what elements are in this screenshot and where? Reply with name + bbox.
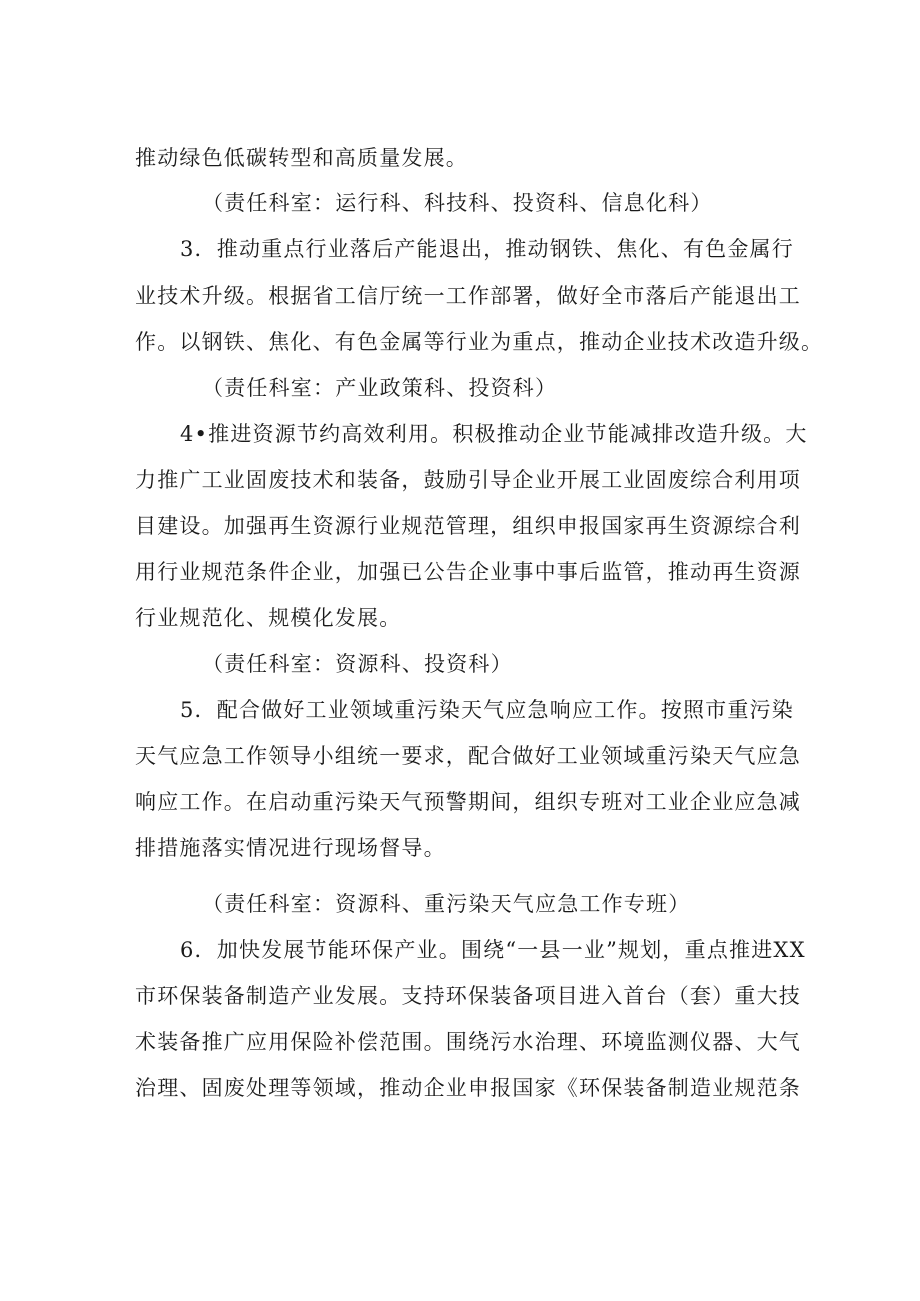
item-3-heading: 3．推动重点行业落后产能退出，推动钢铁、焦化、有色金属行 <box>180 237 794 261</box>
paragraph-line: 作。以钢铁、焦化、有色金属等行业为重点，推动企业技术改造升级。 <box>135 330 824 354</box>
responsibility-note: （责任科室：运行科、科技科、投资科、信息化科） <box>202 191 713 215</box>
paragraph-line: 行业规范化、规模化发展。 <box>135 606 402 630</box>
responsibility-note: （责任科室：产业政策科、投资科） <box>202 376 558 400</box>
paragraph-line: 排措施落实情况进行现场督导。 <box>135 836 446 860</box>
paragraph-line: 业技术升级。根据省工信厅统一工作部署，做好全市落后产能退出工 <box>135 284 801 308</box>
paragraph-line: 用行业规范条件企业，加强已公告企业事中事后监管，推动再生资源 <box>135 560 801 584</box>
paragraph-line: 术装备推广应用保险补偿范围。围绕污水治理、环境监测仪器、大气 <box>135 1030 801 1054</box>
paragraph-line: 响应工作。在启动重污染天气预警期间，组织专班对工业企业应急减 <box>135 790 801 814</box>
paragraph-line: 力推广工业固废技术和装备，鼓励引导企业开展工业固废综合利用项 <box>135 468 801 492</box>
paragraph-line: 治理、固废处理等领域，推动企业申报国家《环保装备制造业规范条 <box>135 1076 801 1100</box>
item-6-heading: 6．加快发展节能环保产业。围绕“一县一业”规划，重点推进XX <box>180 938 806 962</box>
item-5-heading: 5．配合做好工业领域重污染天气应急响应工作。按照市重污染 <box>180 698 794 722</box>
paragraph-line: 天气应急工作领导小组统一要求，配合做好工业领域重污染天气应急 <box>135 744 801 768</box>
responsibility-note: （责任科室：资源科、投资科） <box>202 652 513 676</box>
paragraph-line: 推动绿色低碳转型和高质量发展。 <box>135 146 468 170</box>
paragraph-line: 市环保装备制造产业发展。支持环保装备项目进入首台（套）重大技 <box>135 984 801 1008</box>
item-4-heading: 4•推进资源节约高效利用。积极推动企业节能减排改造升级。大 <box>180 422 808 446</box>
responsibility-note: （责任科室：资源科、重污染天气应急工作专班） <box>202 892 691 916</box>
paragraph-line: 目建设。加强再生资源行业规范管理，组织申报国家再生资源综合利 <box>135 514 801 538</box>
